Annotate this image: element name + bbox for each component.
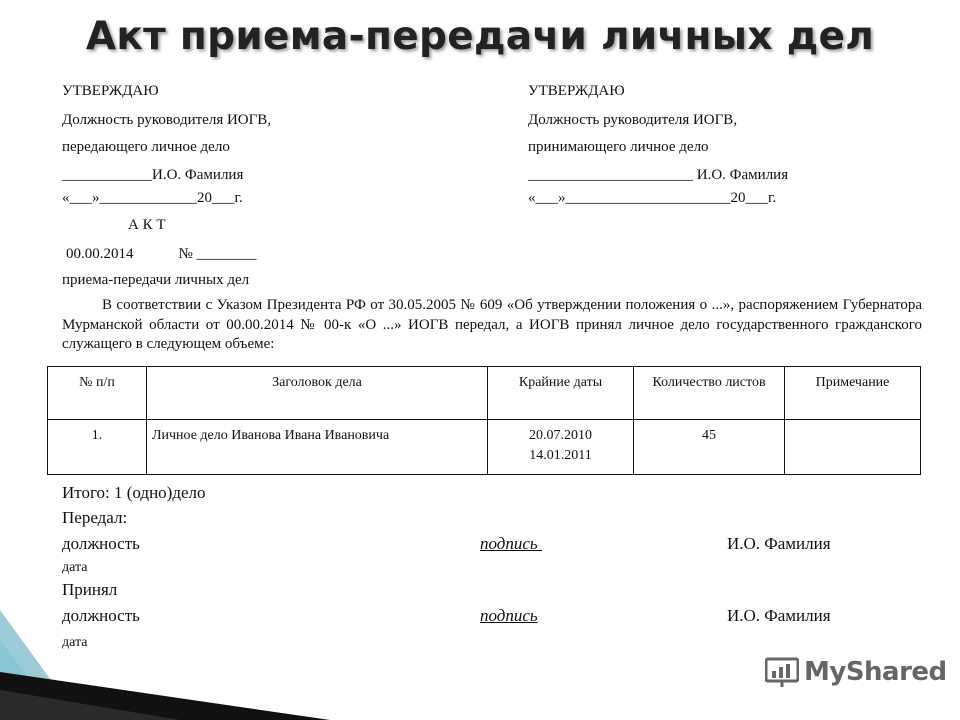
accepted-label: Принял: [62, 580, 118, 599]
act-date-number: 00.00.2014 № ________: [66, 246, 257, 262]
cell-count: 45: [634, 420, 785, 475]
col-header-count: Количество листов: [634, 367, 785, 420]
transferred-signature: подпись: [480, 534, 542, 553]
cases-table: [47, 366, 921, 475]
act-subject: приема-передачи личных дел: [62, 272, 250, 288]
cell-date-end: 14.01.2011: [529, 448, 592, 463]
transferred-name: И.О. Фамилия: [727, 534, 831, 553]
approve-right-date: «___»______________________20___г.: [528, 190, 777, 206]
approve-left-heading: УТВЕРЖДАЮ: [62, 83, 159, 99]
myshared-logo: [765, 656, 947, 688]
cell-date-start: 20.07.2010: [529, 428, 592, 443]
cell-dates: [488, 420, 634, 475]
approve-right-sign: ______________________ И.О. Фамилия: [528, 167, 789, 183]
table-header-row: [48, 367, 921, 420]
cell-note: [785, 420, 921, 475]
approve-right-position: Должность руководителя ИОГВ,: [528, 112, 738, 128]
accepted-name: И.О. Фамилия: [727, 606, 831, 625]
cell-num: 1.: [48, 420, 147, 475]
transferred-date: дата: [62, 560, 88, 575]
accepted-date: дата: [62, 635, 88, 650]
watermark-text: MyShared: [804, 657, 947, 687]
page-title: Акт приема-передачи личных дел: [85, 14, 875, 59]
col-header-dates: Крайние даты: [488, 367, 634, 420]
presentation-icon: [765, 656, 799, 688]
act-label: А К Т: [128, 217, 166, 233]
cell-title: Личное дело Иванова Ивана Ивановича: [147, 420, 488, 475]
approve-left-sign: ____________И.О. Фамилия: [62, 167, 244, 183]
approve-left-sub: передающего личное дело: [62, 139, 230, 155]
transferred-position: должность: [62, 534, 140, 553]
total-line: Итого: 1 (одно)дело: [62, 483, 206, 502]
col-header-title: Заголовок дела: [147, 367, 488, 420]
transferred-label: Передал:: [62, 508, 128, 527]
approve-left-position: Должность руководителя ИОГВ,: [62, 112, 272, 128]
approve-right-sub: принимающего личное дело: [528, 139, 709, 155]
col-header-note: Примечание: [785, 367, 921, 420]
accepted-signature: подпись: [480, 606, 538, 625]
col-header-num: № п/п: [48, 367, 147, 420]
approve-right-heading: УТВЕРЖДАЮ: [528, 83, 625, 99]
act-paragraph: В соответствии с Указом Президента РФ от 30.05.2005 № 609 «Об утверждении положения о ...», распоряжением Губернатора Мурманской области от 00.00.2014 № 00-к «О ...» ИОГВ передал, а ИОГВ принял личное дело государственного гражданского служащего в следующем объеме:: [62, 297, 922, 352]
accepted-position: должность: [62, 606, 140, 625]
table-row: [48, 420, 921, 475]
approve-left-date: «___»_____________20___г.: [62, 190, 243, 206]
